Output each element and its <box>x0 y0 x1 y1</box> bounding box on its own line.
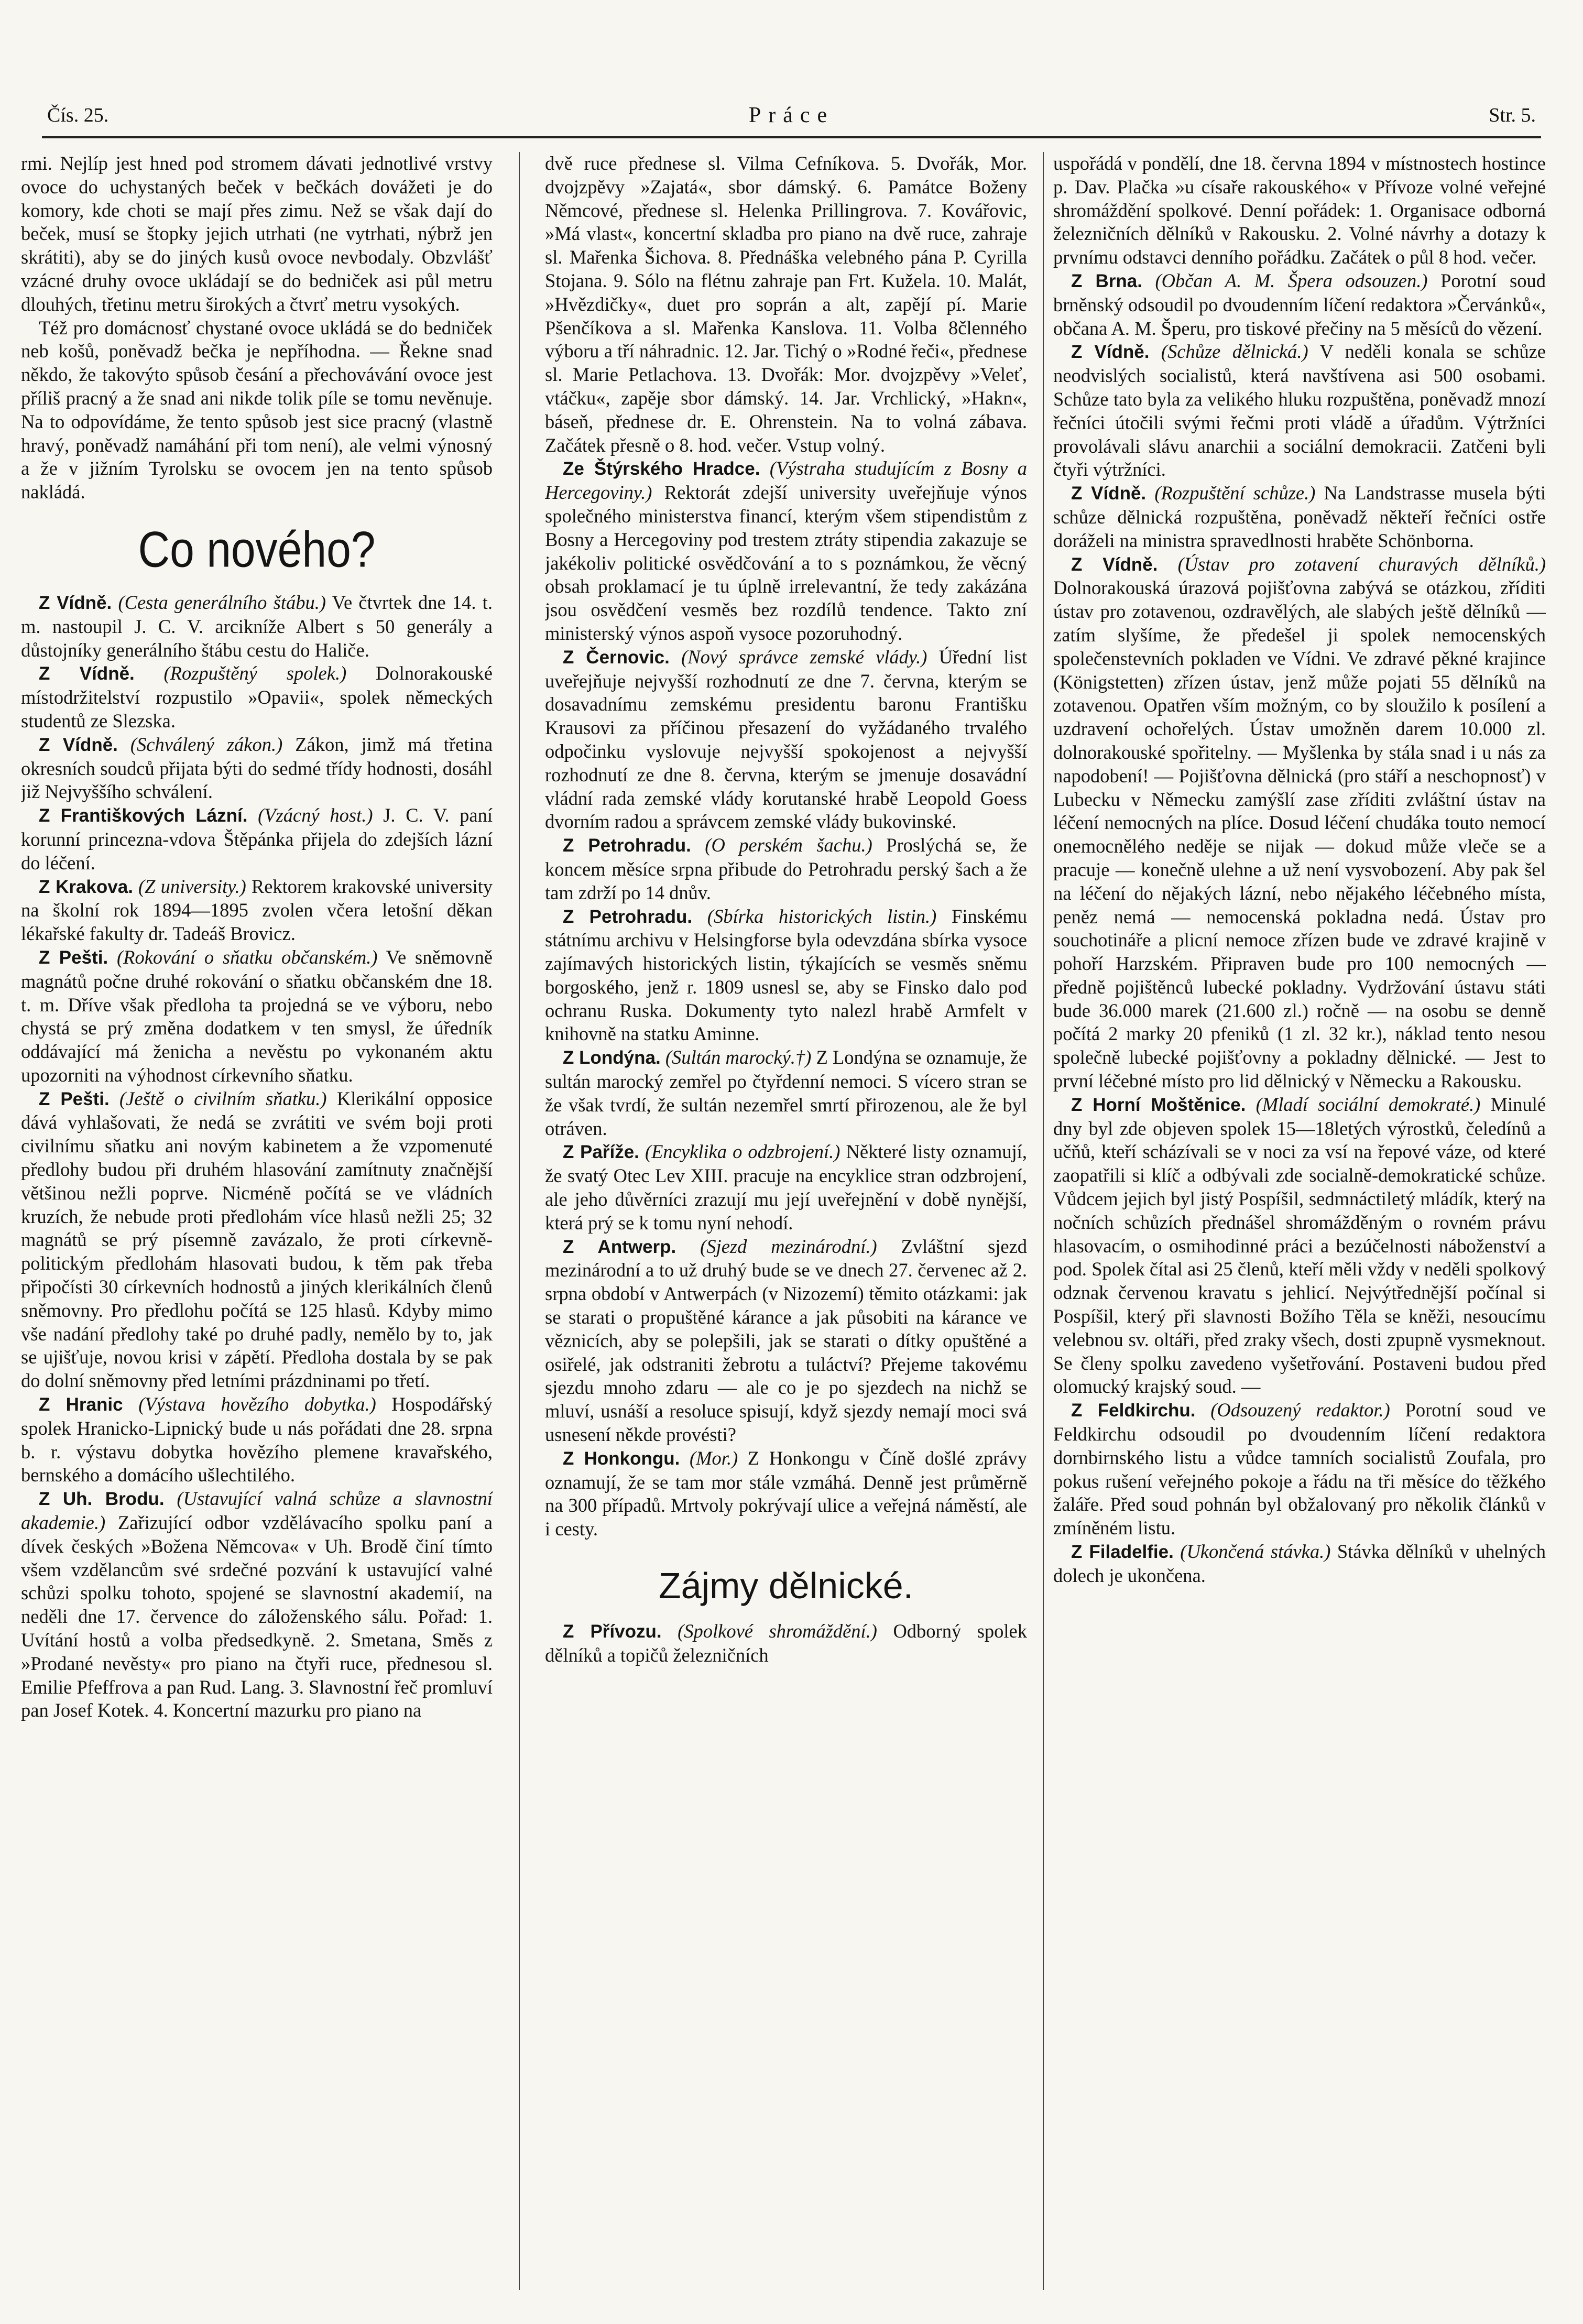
news-text: Ve čtvrtek dne 14. t. m. nastoupil J. C. V. arcikníže Albert s 50 generály a důstojníky generálního štábu cestu do Haliče. <box>21 591 493 661</box>
news-title: (Sultán marocký.†) <box>665 1046 812 1068</box>
news-text: Minulé dny byl zde objeven spolek 15—18letých výrostků, čeledínů a učňů, kteří scházívali se v noci za vsí na řepové váze, od které zaopatřili si klíč a odbývali zde socialně-demokratické schůze. Vůdcem jejich byl jistý Pospíšil, sedmnáctiletý mládík, který na nočních schůzích přednášel shromážděným o rovném právu hlasovacím, o osmihodinné práci a bezúčelnosti náboženství a pod. Spolek čítal asi 25 členů, kteří měli vždy v neděli spolkový odznak červenou kravatu s jehlicí. Nejvýtřednější počínal si Pospíšil, který při slavnosti Božího Těla se kněži, nesoucímu velebnou sv. oltáři, před zraky všech, dosti zpupně vysmeknout. Se členy spolku zavedeno vyšetřování. Postaveni budou před olomucký krajský soud. — <box>1053 1093 1546 1398</box>
news-item <box>21 733 493 804</box>
news-text: Ve sněmovně magnátů počne druhé rokování o sňatku občanském dne 18. t. m. Dříve však předloha ta projedná se ve výboru, nebo chystá se prý změna dodatkem v ten smysl, že úředník oddávající má ženicha a nevěstu po vykonaném aktu upozorniti na výhodnost církevního sňatku. <box>21 946 493 1086</box>
news-item <box>1053 1540 1546 1588</box>
page-number: Str. 5. <box>1489 104 1536 126</box>
news-place: Z Hranic <box>39 1394 123 1415</box>
news-place: Z Pešti. <box>39 1088 110 1109</box>
news-item <box>21 1393 493 1487</box>
news-item <box>1053 482 1546 552</box>
page-header <box>42 100 1541 138</box>
news-place: Z Uh. Brodu. <box>39 1489 165 1510</box>
news-place: Z Vídně. <box>39 734 118 755</box>
news-title: (Nový správce zemské vlády.) <box>681 646 927 668</box>
news-item <box>1053 1399 1546 1540</box>
newspaper-title: Práce <box>748 103 835 127</box>
news-item <box>545 905 1027 1046</box>
news-title: (Rokování o sňatku občanském.) <box>117 946 378 968</box>
news-text: Zvláštní sjezd mezinárodní a to už druhý bude se ve dnech 27. červenec až 2. srpna období v Antwerpách (v Nizozemí) těmito otázkami: jak se starati o propuštěné kárance a jak působiti na kárance ve věznicích, aby se polepšili, jak se starati o dítky opuštěné a osiřelé, jak odstraniti žebrotu a tuláctví? Přejeme takovému sjezdu mnoho zdaru — ale co je po sjezdech na nichž se mluví, usnáší a resoluce spisují, když sjezdy nemají moci svá usnesení někde provésti? <box>545 1235 1027 1446</box>
news-place: Z Filadelfie. <box>1071 1542 1174 1563</box>
news-title: (Z university.) <box>138 875 246 897</box>
news-title: (O perském šachu.) <box>705 834 872 856</box>
news-title: (Rozpuštěný spolek.) <box>163 662 347 684</box>
news-text: Dolnorakouské místodržitelství rozpustilo »Opavii«, spolek německých studentů ze Slezska. <box>21 662 493 732</box>
article-paragraph: uspořádá v pondělí, dne 18. června 1894 v místnostech hostince p. Dav. Plačka »u císaře rakouského« v Přívoze volné veřejné shromáždění spolkové. Denní pořádek: 1. Organisace odborná železničních dělníků v Rakousku. 2. Volné návrhy a dotazy k prvnímu odstavci denního pořádku. Začátek o půl 8 hod. večer. <box>1053 152 1546 268</box>
news-place: Z Vídně. <box>1071 554 1158 575</box>
news-place: Z Vídně. <box>39 592 112 613</box>
news-place: Z Londýna. <box>563 1048 661 1068</box>
news-place: Z Paříže. <box>563 1142 639 1163</box>
news-place: Z Vídně. <box>39 663 135 684</box>
news-item <box>21 662 493 733</box>
news-item <box>1053 269 1546 340</box>
news-text: Hospodářský spolek Hranicko-Lipnický bude u nás pořádati dne 28. srpna b. r. výstavu dobytka hovězího plemene kravařského, bernského a domácího ušlechtilého. <box>21 1393 493 1486</box>
news-title: (Ukončená stávka.) <box>1180 1541 1331 1563</box>
news-text: Z Honkongu v Číně došlé zprávy oznamují, že se tam mor stále vzmáhá. Denně jest průměrně na 300 případů. Mrtvoly pokrývají ulice a veřejná náměstí, ale i cesty. <box>545 1447 1027 1540</box>
news-text: J. C. V. paní korunní princezna-vdova Štěpánka přijela do zdejších lázní do léčení. <box>21 804 493 874</box>
news-item <box>545 1140 1027 1235</box>
news-place: Z Petrohradu. <box>563 835 691 856</box>
article-paragraph: Též pro domácnosť chystané ovoce ukládá se do bedniček neb košů, poněvadž bečka je nepříhodna. — Řekne snad někdo, že takovýto spůsob česání a přechovávání ovoce jest příliš pracný a že snad ani nikde tolik píle se tomu nevěnuje. Na to odpovídáme, že tento spůsob jest sice pracný (vlastně hravý, poněvadž namáhání při tom není), ale velmi výnosný a že v jižním Tyrolsku se ovocem jen na tento spůsob nakládá. <box>21 317 493 503</box>
news-item <box>1053 1093 1546 1399</box>
news-text: Proslýchá se, že koncem měsíce srpna přibude do Petrohradu perský šach a že tam zdrží po 14 dnův. <box>545 834 1027 903</box>
news-title: (Odsouzený redaktor.) <box>1210 1399 1390 1421</box>
news-text: Úřední list uveřejňuje nejvyšší rozhodnutí ze dne 7. června, kterým se dosavadnímu zemskému presidentu baronu Františku Krausovi za příčinou přesazení do vyžádaného trvalého odpočinku vyslovuje nejvyšší spokojenost a nejvyšší rozhodnutí ze dne 8. června, kterým se jmenuje dosavádní vládní rada zemské vlády korutanské hrabě Leopold Goess dvorním radou a správcem zemské vlády bukovinské. <box>545 646 1027 833</box>
news-title: (Schválený zákon.) <box>130 733 283 755</box>
news-text: Některé listy oznamují, že svatý Otec Lev XIII. pracuje na encyklice stran odzbrojení, ale jeho důvěrníci zrazují mu její uveřejnění v době nynější, která prý se k tomu nyní nehodí. <box>545 1141 1027 1234</box>
column-divider <box>1043 152 1044 2290</box>
news-item <box>545 646 1027 834</box>
news-text: Zákon, jimž má třetina okresních soudců přijata býti do sedmé třídy hodnosti, dosáhl již Nejvyššího schválení. <box>21 733 493 803</box>
news-title: (Vzácný host.) <box>258 804 373 826</box>
news-title: (Cesta generálního štábu.) <box>118 591 326 613</box>
news-title: (Mor.) <box>690 1447 738 1469</box>
column-2 <box>545 152 1027 2300</box>
news-text: Rektorát zdejší university uveřejňuje výnos společného ministerstva financí, kterým všem stipendistům z Bosny a Hercegoviny pod trestem ztráty stipendia zakazuje se jakékoliv politické osvědčování a to s poznámkou, že věcný obsah proklamací je tu úplně irrelevantní, že tedy zakázána jsou osvědčení vesměs bez rozdílů tendence. Takto zní ministerský výnos aspoň vysoce pozoruhodný. <box>545 482 1027 644</box>
news-place: Z Krakova. <box>39 876 133 897</box>
news-place: Z Přívozu. <box>563 1621 662 1642</box>
news-place: Z Honkongu. <box>563 1448 680 1469</box>
news-text: Z Londýna se oznamuje, že sultán marocký zemřel po čtyřdenní nemoci. S vícero stran se že však tvrdí, že sultán nezemřel smrtí přirozenou, ale že byl otráven. <box>545 1046 1027 1139</box>
news-title: (Mladí sociální demokraté.) <box>1256 1093 1481 1115</box>
news-item <box>545 457 1027 645</box>
section-heading: Zájmy dělnické. <box>658 1565 914 1607</box>
news-item <box>21 1487 493 1722</box>
news-text: Rektorem krakovské university na školní rok 1894—1895 zvolen včera letošní děkan lékařské fakulty dr. Tadeáš Brovicz. <box>21 875 493 945</box>
section-heading: Co nového? <box>138 520 376 578</box>
news-title: (Spolkové shromáždění.) <box>678 1620 877 1642</box>
news-item <box>545 1235 1027 1447</box>
news-title: (Ještě o civilním sňatku.) <box>119 1087 327 1109</box>
article-paragraph: rmi. Nejlíp jest hned pod stromem dávati jednotlivé vrstvy ovoce do uchystaných beček v bečkách dovážeti je do komory, kde choti se mají přes zimu. Než se však dají do beček, musí se štopky jejich utrhati (ne vytrhati, nýbrž jen skrátiti), aby se do jiných kusů ovoce nevbodaly. Obzvlášť vzácné druhy ovoce ukládají se do bedniček asi půl metru dlouhých, třetinu metru širokých a čtvrť metru vysokých. <box>21 152 493 315</box>
column-3 <box>1053 152 1546 2300</box>
news-place: Z Brna. <box>1071 270 1142 291</box>
news-place: Z Petrohradu. <box>563 906 693 927</box>
news-text: Zařizující odbor vzdělávacího spolku paní a dívek českých »Božena Němcova« v Uh. Brodě činí tímto všem vzdělancům své srdečné pozvání k ustavující valné schůzi spolku tohoto, spojené se slavnostní akademií, na neděli dne 17. července do záloženského sálu. Pořad: 1. Uvítání hostů a volba předsedkyně. 2. Smetana, Směs z »Prodané nevěsty« pro piano na čtyři ruce, přednesou sl. Emilie Pfeffrova a pan Rud. Lang. 3. Slavnostní řeč promluví pan Josef Kotek. 4. Koncertní mazurku pro piano na <box>21 1512 493 1721</box>
news-item <box>545 1447 1027 1541</box>
news-item <box>21 804 493 875</box>
news-item <box>21 875 493 946</box>
news-text: Stávka dělníků v uhelných dolech je ukončena. <box>1053 1541 1546 1586</box>
news-item <box>1053 553 1546 1093</box>
news-item <box>545 834 1027 904</box>
news-text: Porotní soud brněnský odsoudil po dvoudenním líčení redaktora »Červánků«, občana A. M. Šperu, pro tiskové přečiny na 5 měsíců do vězení. <box>1053 269 1546 339</box>
news-place: Z Černovic. <box>563 647 670 668</box>
news-item <box>545 1620 1027 1667</box>
news-title: (Encyklika o odzbrojení.) <box>645 1141 840 1163</box>
news-text: Odborný spolek dělníků a topičů železničních <box>545 1620 1027 1666</box>
news-title: (Ustavující valná schůze a slavnostní akademie.) <box>21 1488 493 1534</box>
news-place: Z Vídně. <box>1071 342 1150 363</box>
news-item <box>21 946 493 1087</box>
news-item <box>21 1087 493 1393</box>
news-item <box>21 591 493 662</box>
news-title: (Schůze dělnická.) <box>1161 341 1308 363</box>
column-1 <box>21 152 493 2300</box>
news-title: (Sjezd mezinárodní.) <box>700 1235 877 1257</box>
news-place: Z Horní Moštěnice. <box>1071 1094 1246 1115</box>
news-place: Z Pešti. <box>39 947 108 968</box>
news-title: (Ústav pro zotavení churavých dělníků.) <box>1177 553 1546 575</box>
news-text: Finskému státnímu archivu v Helsingforse byla odevzdána sbírka vysoce zajímavých historických listin, týkajících se vesměs sněmu borgoského, jenž r. 1809 usnesl se, aby se Finsko dalo pod ochranu Ruska. Dokumenty tyto nalezl hrabě Armfelt v knihovně na statku Aminne. <box>545 905 1027 1045</box>
news-title: (Výstava hovězího dobytka.) <box>138 1393 376 1415</box>
news-text: V neděli konala se schůze neodvislých socialistů, která navštívena asi 500 osobami. Schůze tato byla za velikého hluku rozpuštěna, poněvadž mnozí řečníci útočili svými řečmi proti vládě a úřadům. Výtržníci provolávali slávu anarchii a sociální demokracii. Zatčeni byli čtyři výtržníci. <box>1053 341 1546 481</box>
news-place: Z Feldkirchu. <box>1071 1400 1196 1421</box>
news-place: Ze Štýrského Hradce. <box>563 459 760 479</box>
article-paragraph: dvě ruce přednese sl. Vilma Cefníkova. 5. Dvořák, Mor. dvojzpěvy »Zajatá«, sbor dámský. 6. Památce Boženy Němcové, přednese sl. Helenka Prillingrova. 7. Kovářovic, »Má vlast«, koncertní skladba pro piano na dvě ruce, zahraje sl. Mařenka Šichova. 8. Přednáška velebného pána P. Cyrilla Stojana. 9. Sólo na flétnu zahraje pan Frt. Kužela. 10. Malát, »Hvězdičky«, duet pro soprán a alt, zapějí pí. Marie Pšenčíkova a sl. Mařenka Kanslova. 11. Volba 8členného výboru a tří náhradnic. 12. Jar. Tichý o »Rodné řeči«, přednese sl. Marie Petlachova. 13. Dvořák: Mor. dvojzpěvy »Veleť, vtáčku«, zapěje sbor dámský. 14. Jar. Vrchlický, »Hakn«, báseň, přednese dr. E. Ohrenstein. Na to volná zábava. Začátek přesně o 8. hod. večer. Vstup volný. <box>545 152 1027 456</box>
column-divider <box>519 152 520 2290</box>
news-title: (Sbírka historických listin.) <box>707 905 937 927</box>
news-text: Na Landstrasse musela býti schůze dělnická rozpuštěna, poněvadž někteří řečníci ostře doráželi na ministra spravedlnosti hraběte Schönborna. <box>1053 482 1546 551</box>
news-text: Klerikální opposice dává vyhlašovati, že nedá se zvrátiti ve svém boji proti civilnímu sňatku ani novým kabinetem a že vzpomenuté předlohy budou při druhém hlasování zamítnuty značnější většinou nežli poprve. Nicméně počítá se ve vládních kruzích, že nebude proti předlohám více hlasů nežli 25; 32 magnátů se prý písemně zavázalo, že proti církevně-politickým předlohám hlasovati budou, k těm pak třeba připočísti 30 církevních hodnostů a jiných klerikálních členů sněmovny. Pro předlohu počítá se 125 hlasů. Kdyby mimo vše nadání předlohy také po druhé padly, nemělo by to, jak se ujišťuje, novou krisi v zápětí. Předloha dostala by se pak do dolní sněmovny před letními prázdninami po třetí. <box>21 1087 493 1392</box>
news-place: Z Františkových Lázní. <box>39 805 248 826</box>
news-text: Dolnorakouská úrazová pojišťovna zabývá se otázkou, zříditi ústav pro zotavenou, ozdravělých, ale slabých ještě dělníků — zatím slyšíme, že předešel ji spolek nemocenských společenstevních pokladen ve Vídni. Ve zdravé pěkné krajince (Königstetten) zřízen ústav, jenž může pojati 55 dělníků na zotavenou. Opatřen vším možným, co by sloužilo k posílení a uzdravení ochořelých. Ústav umožněn darem 10.000 zl. dolnorakouské spořitelny. — Myšlenka by stála snad i u nás za napodobení! — Pojišťovna dělnická (pro stáří a neschopnosť) v Lubecku v Německu zamýšlí zase zříditi zvláštní ústav na léčení nemocných na plíce. Dosud léčení chudáka touto nemocí onemocnělého neděje se nijak — dokud může vleče se a pracuje — konečně ulehne a už není vysvobození. Aby pak šel na léčení do nějakých lázní, nebo nějakého léčebného místa, peněz nemá — nemocenská pokladna nedá. Ústav pro souchotináře a plicní nemoce zřízen bude ve zdravé krajině v pohoří Harzském. Připraven bude pro 100 nemocných — předně pojištěnců lubecké pokladny. Vydržování ústavu státi bude 36.000 marek (21.600 zl.) ročně — na osobu se denně počítá 2 marky 20 pfeniků (1 zl. 32 kr.), náklad tento nesou společně lubecké pojišťovny a pokladny dělnické. — Jest to první léčebné místo pro lid dělnický v Německu a Rakousku. <box>1053 577 1546 1092</box>
news-text: Porotní soud ve Feldkirchu odsoudil po dvoudenním líčení redaktora dornbirnského listu a vůdce tamních socialistů Zoufala, pro pokus rušení veřejného pokoje a řádu na tři měsíce do těžkého žaláře. Před soud pohnán byl obžalovaný pro několik článků v zmíněném listu. <box>1053 1399 1546 1539</box>
news-title: (Výstraha studujícím z Bosny a Hercegoviny.) <box>545 457 1027 504</box>
news-title: (Občan A. M. Špera odsouzen.) <box>1155 269 1428 291</box>
news-item <box>1053 340 1546 482</box>
issue-number: Čís. 25. <box>47 104 109 126</box>
news-title: (Rozpuštění schůze.) <box>1154 482 1316 504</box>
news-place: Z Antwerp. <box>563 1236 676 1257</box>
news-place: Z Vídně. <box>1071 483 1147 504</box>
news-item <box>545 1046 1027 1140</box>
